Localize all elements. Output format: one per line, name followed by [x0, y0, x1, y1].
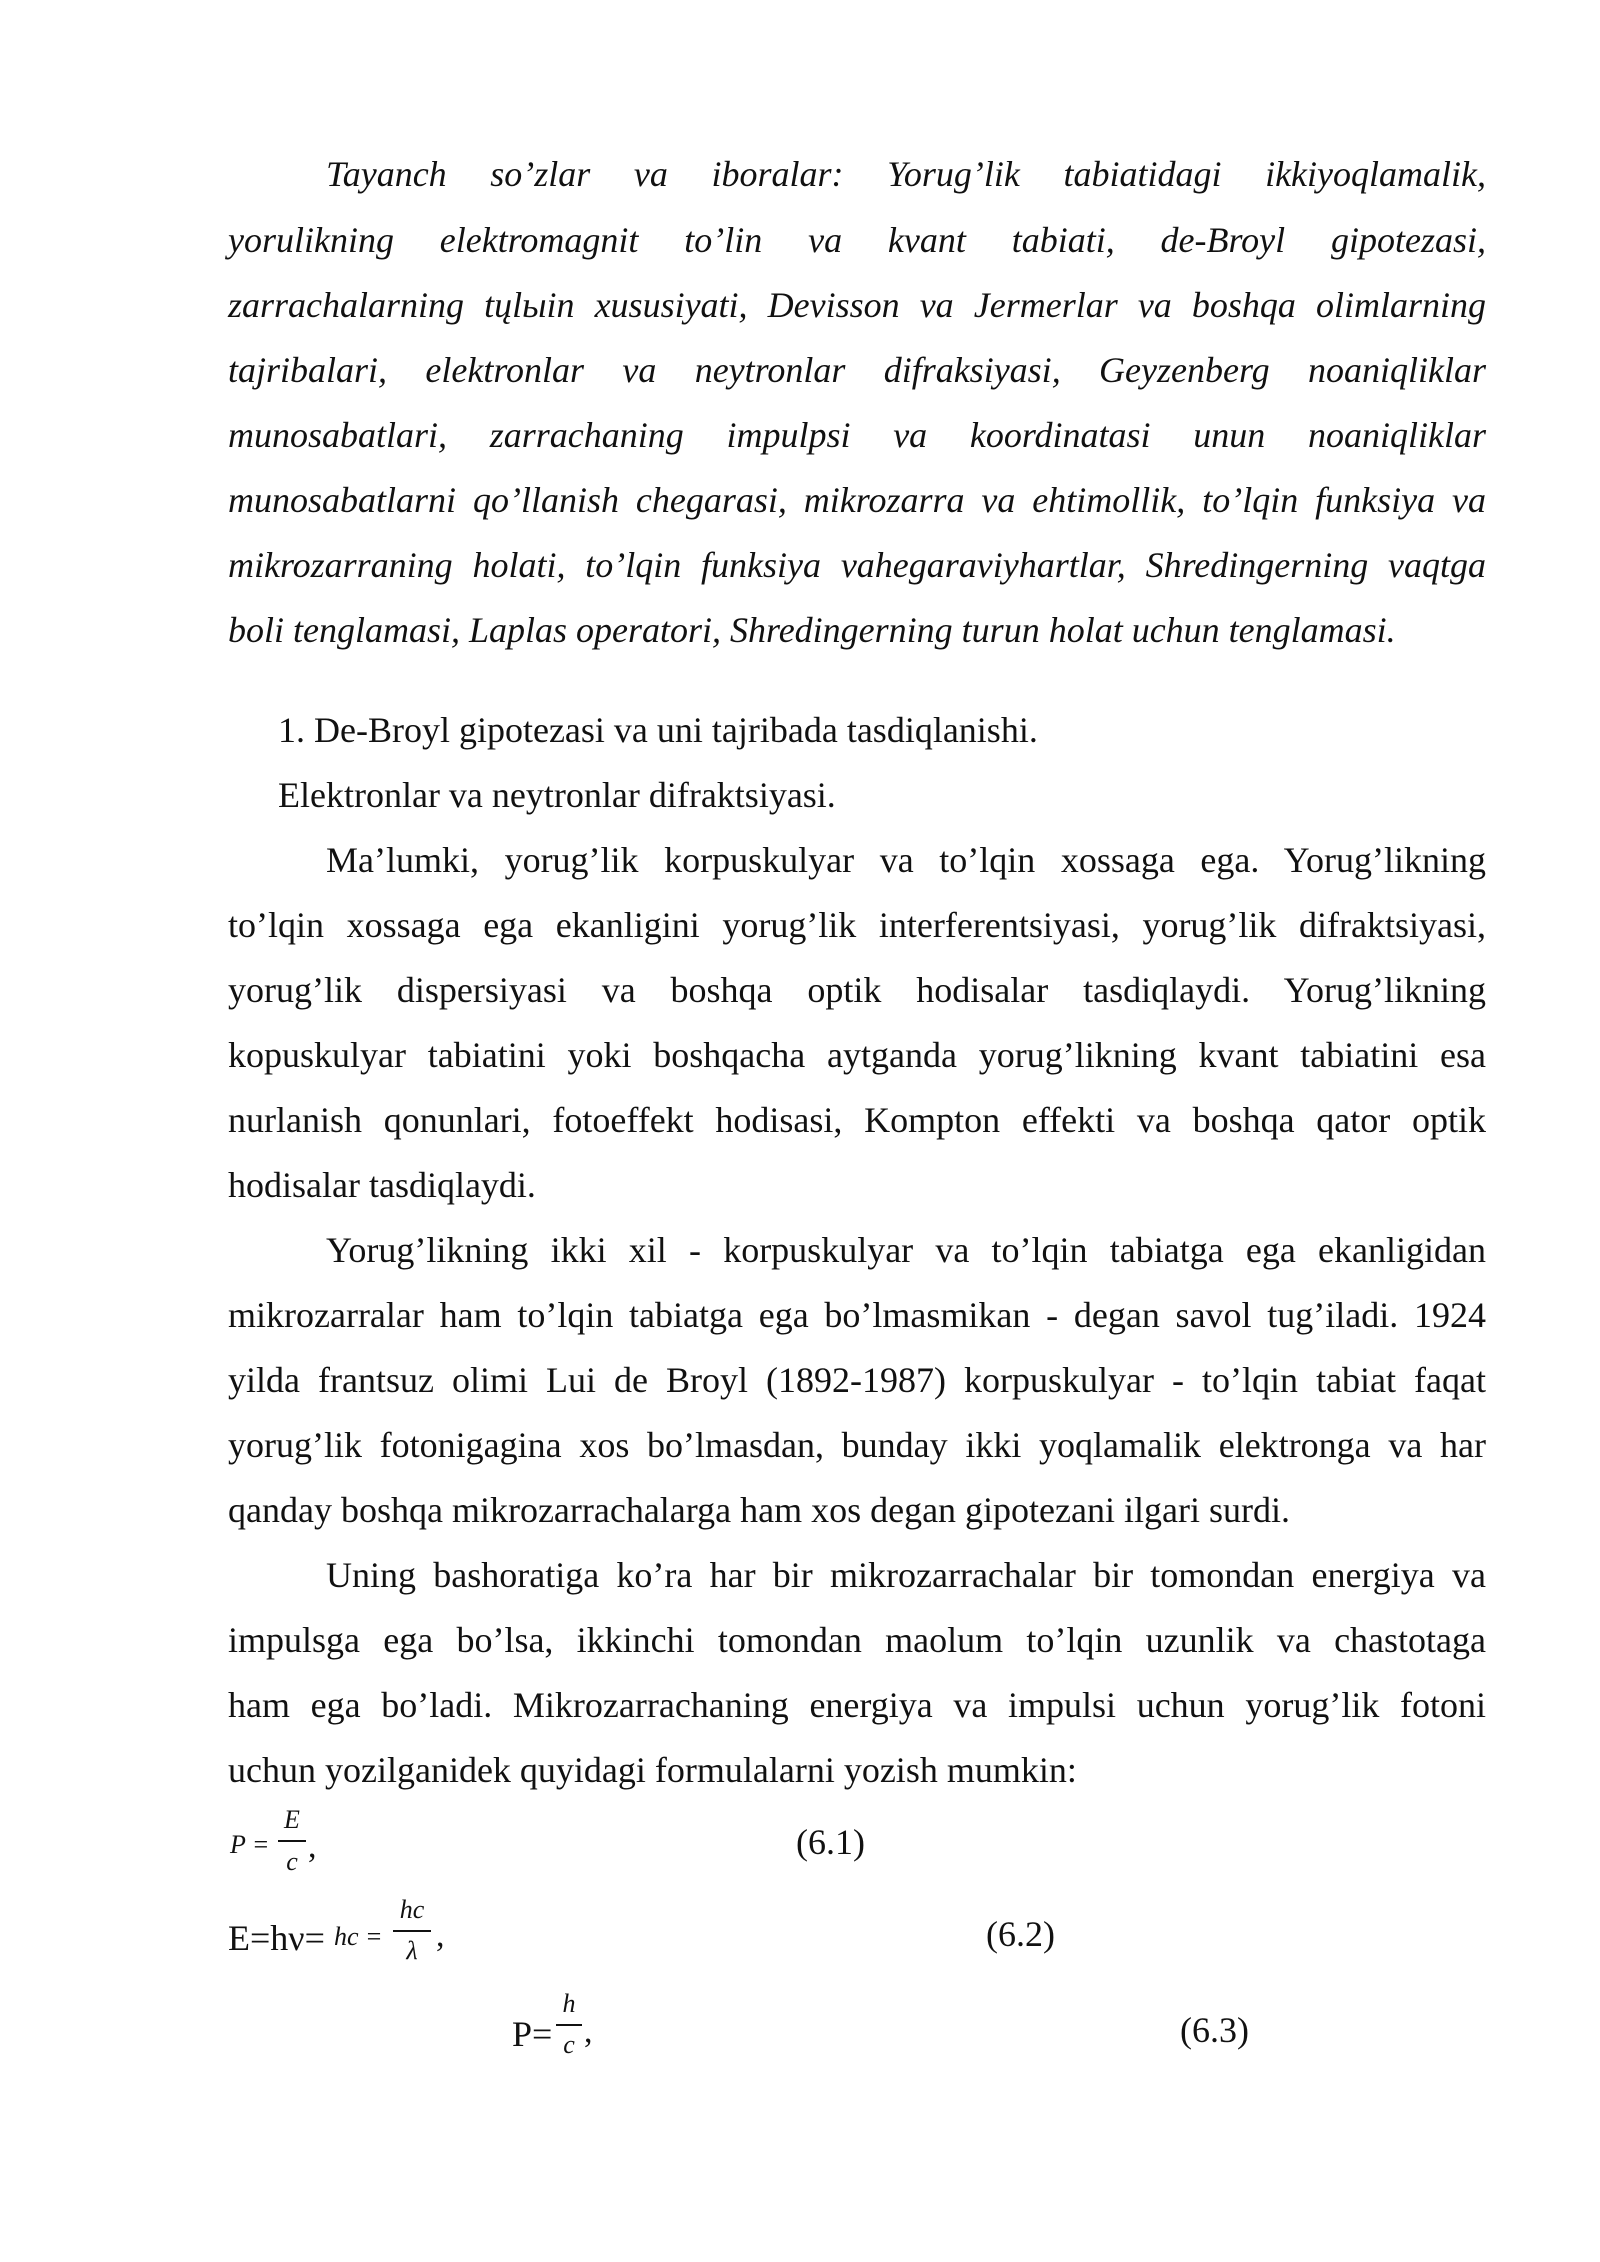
keywords-line: munosabatlari, zarrachaning impulpsi va koordinatasi unun noaniqliklar [228, 415, 1486, 455]
equation-lhs: P = [230, 1830, 270, 1859]
fraction-numerator: E [284, 1805, 300, 1834]
section-subtitle: Elektronlar va neytronlar difraktsiyasi. [278, 775, 836, 815]
keywords-line: zarrachalarning tųlыin xususiyati, Devisson va Jermerlar va boshqa olimlarning [228, 285, 1486, 325]
fraction-bar [393, 1930, 431, 1932]
fraction-denominator: c [286, 1847, 298, 1876]
paragraph-line: nurlanish qonunlari, fotoeffekt hodisasi, Kompton effekti va boshqa qator optik [228, 1100, 1486, 1140]
paragraph-line: Ma’lumki, yorug’lik korpuskulyar va to’lqin xossaga ega. Yorug’likning [326, 840, 1486, 880]
paragraph-line: uchun yozilganidek quyidagi formulalarni yozish mumkin: [228, 1750, 1077, 1790]
keywords-line: yorulikning elektromagnit to’lin va kvant tabiati, de-Broyl gipotezasi, [228, 220, 1486, 260]
fraction-denominator: c [563, 2030, 575, 2059]
equation-number: (6.3) [1180, 2010, 1249, 2050]
keywords-line: mikrozarraning holati, to’lqin funksiya vahegaraviyhartlar, Shredingerning vaqtga [228, 545, 1486, 585]
paragraph-line: mikrozarralar ham to’lqin tabiatga ega bo’lmasmikan - degan savol tug’iladi. 1924 [228, 1295, 1486, 1335]
equation-lhs: P= [512, 2014, 553, 2054]
paragraph-line: Yorug’likning ikki xil - korpuskulyar va to’lqin tabiatga ega ekanligidan [326, 1230, 1486, 1270]
paragraph-line: kopuskulyar tabiatini yoki boshqacha aytganda yorug’likning kvant tabiatini esa [228, 1035, 1486, 1075]
paragraph-line: to’lqin xossaga ega ekanligini yorug’lik interferentsiyasi, yorug’lik difraktsiyasi, [228, 905, 1486, 945]
fraction-denominator: λ [406, 1936, 418, 1965]
keywords-line: munosabatlarni qo’llanish chegarasi, mikrozarra va ehtimollik, to’lqin funksiya va [228, 480, 1486, 520]
equation-mid: hc = [334, 1922, 383, 1951]
fraction-bar [278, 1840, 306, 1842]
equation-comma: , [436, 1917, 445, 1954]
paragraph-line: ham ega bo’ladi. Mikrozarrachaning energiya va impulsi uchun yorug’lik fotoni [228, 1685, 1486, 1725]
paragraph-line: Uning bashoratiga ko’ra har bir mikrozarrachalar bir tomondan energiya va [326, 1555, 1486, 1595]
paragraph-line: yilda frantsuz olimi Lui de Broyl (1892-1987) korpuskulyar - to’lqin tabiat faqat [228, 1360, 1486, 1400]
keywords-line: tajribalari, elektronlar va neytronlar difraksiyasi, Geyzenberg noaniqliklar [228, 350, 1486, 390]
paragraph-line: hodisalar tasdiqlaydi. [228, 1165, 536, 1205]
fraction-bar [556, 2024, 582, 2026]
paragraph-line: yorug’lik dispersiyasi va boshqa optik hodisalar tasdiqlaydi. Yorug’likning [228, 970, 1486, 1010]
keywords-line: boli tenglamasi, Laplas operatori, Shredingerning turun holat uchun tenglamasi. [228, 610, 1396, 650]
section-title: 1. De-Broyl gipotezasi va uni tajribada tasdiqlanishi. [278, 710, 1038, 750]
fraction-numerator: hc [399, 1895, 425, 1924]
paragraph-line: impulsga ega bo’lsa, ikkinchi tomondan maolum to’lqin uzunlik va chastotaga [228, 1620, 1486, 1660]
paragraph-line: yorug’lik fotonigagina xos bo’lmasdan, bunday ikki yoqlamalik elektronga va har [228, 1425, 1486, 1465]
fraction-numerator: h [562, 1989, 576, 2018]
equation-number: (6.2) [986, 1914, 1055, 1954]
equation-comma: , [308, 1828, 317, 1865]
equation-number: (6.1) [796, 1822, 865, 1862]
paragraph-line: qanday boshqa mikrozarrachalarga ham xos degan gipotezani ilgari surdi. [228, 1490, 1290, 1530]
keywords-line: Tayanch so’zlar va iboralar: Yorug’lik tabiatidagi ikkiyoqlamalik, [326, 154, 1486, 194]
equation-lhs: E=hν= [228, 1918, 325, 1958]
equation-comma: , [584, 2013, 593, 2050]
